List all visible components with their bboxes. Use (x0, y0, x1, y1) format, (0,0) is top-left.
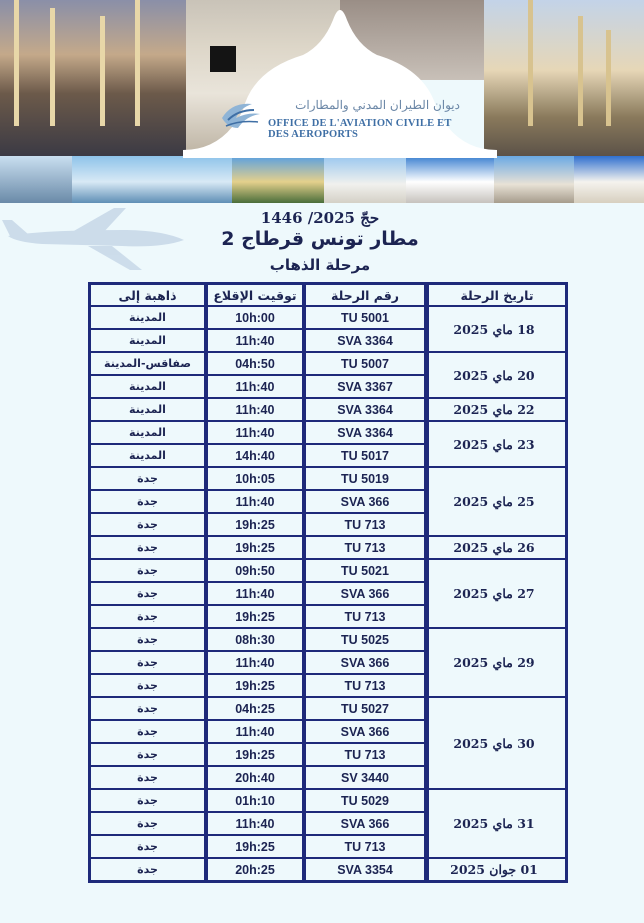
flight-date-cell: 25 ماي 2025 (425, 467, 566, 536)
departure-time-cell: 11h:40 (205, 375, 303, 398)
destination-cell: جدة (90, 490, 205, 513)
flight-number-cell: TU 5001 (303, 306, 425, 329)
flight-number-cell: SVA 3354 (303, 858, 425, 881)
departure-time-cell: 04h:50 (205, 352, 303, 375)
departure-time-cell: 20h:40 (205, 766, 303, 789)
table-row (90, 306, 566, 329)
destination-cell: جدة (90, 697, 205, 720)
flight-date-cell: 27 ماي 2025 (425, 559, 566, 628)
flight-date-cell: 20 ماي 2025 (425, 352, 566, 398)
destination-cell: جدة (90, 651, 205, 674)
destination-cell: جدة (90, 674, 205, 697)
table-row (90, 858, 566, 881)
table-row (90, 352, 566, 375)
flight-number-cell: SVA 3364 (303, 329, 425, 352)
flight-number-cell: SVA 366 (303, 582, 425, 605)
departure-time-cell: 19h:25 (205, 513, 303, 536)
table-row (90, 789, 566, 812)
destination-cell: صفاقس-المدينة (90, 352, 205, 375)
airport-photo-5 (406, 156, 494, 203)
flight-number-cell: TU 713 (303, 743, 425, 766)
airport-title: مطار تونس قرطاج 2 (221, 228, 419, 250)
departure-time-cell: 10h:00 (205, 306, 303, 329)
flight-number-cell: TU 713 (303, 835, 425, 858)
destination-cell: المدينة (90, 329, 205, 352)
destination-cell: جدة (90, 789, 205, 812)
destination-cell: جدة (90, 812, 205, 835)
flight-date-cell: 23 ماي 2025 (425, 421, 566, 467)
departure-time-cell: 11h:40 (205, 812, 303, 835)
departure-time-cell: 08h:30 (205, 628, 303, 651)
destination-cell: المدينة (90, 306, 205, 329)
flight-date-cell: 30 ماي 2025 (425, 697, 566, 789)
destination-cell: جدة (90, 835, 205, 858)
table-row (90, 467, 566, 490)
flight-number-cell: TU 5029 (303, 789, 425, 812)
destination-cell: المدينة (90, 398, 205, 421)
flight-number-cell: TU 5017 (303, 444, 425, 467)
departure-time-cell: 19h:25 (205, 536, 303, 559)
destination-cell: جدة (90, 536, 205, 559)
flight-number-cell: SVA 3367 (303, 375, 425, 398)
flight-number-cell: TU 5007 (303, 352, 425, 375)
destination-cell: المدينة (90, 444, 205, 467)
flight-number-cell: TU 5021 (303, 559, 425, 582)
departure-time-cell: 10h:05 (205, 467, 303, 490)
table-row (90, 536, 566, 559)
destination-cell: المدينة (90, 421, 205, 444)
departure-time-cell: 19h:25 (205, 605, 303, 628)
table-header-row (90, 284, 566, 306)
flight-number-cell: TU 5027 (303, 697, 425, 720)
table-row (90, 398, 566, 421)
flight-date-cell: 31 ماي 2025 (425, 789, 566, 858)
header-time: توقيت الإقلاع (205, 284, 303, 306)
flight-date-cell: 29 ماي 2025 (425, 628, 566, 697)
departure-time-cell: 14h:40 (205, 444, 303, 467)
departure-time-cell: 11h:40 (205, 329, 303, 352)
phase-title: مرحلة الذهاب (269, 256, 371, 274)
logo-arabic-text: ديوان الطيران المدني والمطارات (295, 98, 460, 112)
airport-photo-6 (494, 156, 574, 203)
airport-photo-2 (72, 156, 232, 203)
minaret (528, 0, 533, 126)
minaret (14, 0, 19, 126)
flight-date-cell: 22 ماي 2025 (425, 398, 566, 421)
flight-date-cell: 18 ماي 2025 (425, 306, 566, 352)
flight-number-cell: TU 713 (303, 536, 425, 559)
oaca-logo-icon (218, 98, 264, 134)
departure-time-cell: 11h:40 (205, 582, 303, 605)
departure-time-cell: 11h:40 (205, 421, 303, 444)
schedule-table (88, 282, 568, 883)
table-row (90, 421, 566, 444)
departure-time-cell: 11h:40 (205, 398, 303, 421)
flight-number-cell: SVA 366 (303, 720, 425, 743)
flight-number-cell: SVA 3364 (303, 398, 425, 421)
departure-time-cell: 19h:25 (205, 835, 303, 858)
logo-french-text: OFFICE DE L'AVIATION CIVILE ET DES AEROPORTS (268, 118, 452, 140)
destination-cell: جدة (90, 628, 205, 651)
flight-number-cell: SV 3440 (303, 766, 425, 789)
departure-time-cell: 11h:40 (205, 490, 303, 513)
header-banner (0, 0, 644, 203)
mosque-photo-right (484, 0, 644, 156)
flight-date-cell: 26 ماي 2025 (425, 536, 566, 559)
minaret (135, 0, 140, 126)
flight-number-cell: TU 5025 (303, 628, 425, 651)
flight-number-cell: TU 713 (303, 513, 425, 536)
mosque-photo-left (0, 0, 186, 156)
flight-number-cell: SVA 366 (303, 812, 425, 835)
airport-photo-3 (232, 156, 324, 203)
minaret (50, 8, 55, 126)
destination-cell: جدة (90, 743, 205, 766)
flight-number-cell: TU 713 (303, 674, 425, 697)
departure-time-cell: 19h:25 (205, 743, 303, 766)
departure-time-cell: 11h:40 (205, 651, 303, 674)
destination-cell: جدة (90, 559, 205, 582)
departure-time-cell: 04h:25 (205, 697, 303, 720)
minaret (606, 30, 611, 126)
header-date: تاريخ الرحلة (425, 284, 566, 306)
flight-date-cell: 01 جوان 2025 (425, 858, 566, 881)
minaret (578, 16, 583, 126)
flight-number-cell: SVA 366 (303, 490, 425, 513)
departure-time-cell: 01h:10 (205, 789, 303, 812)
flight-number-cell: TU 713 (303, 605, 425, 628)
airport-photo-1 (0, 156, 72, 203)
destination-cell: جدة (90, 605, 205, 628)
flight-number-cell: SVA 3364 (303, 421, 425, 444)
table-row (90, 697, 566, 720)
destination-cell: جدة (90, 720, 205, 743)
flight-number-cell: SVA 366 (303, 651, 425, 674)
table-row (90, 559, 566, 582)
destination-cell: جدة (90, 467, 205, 490)
flight-schedule-table (88, 282, 568, 883)
table-row (90, 628, 566, 651)
departure-time-cell: 20h:25 (205, 858, 303, 881)
destination-cell: جدة (90, 858, 205, 881)
departure-time-cell: 11h:40 (205, 720, 303, 743)
airport-photo-4 (324, 156, 406, 203)
destination-cell: جدة (90, 766, 205, 789)
header-destination: ذاهبة إلى (90, 284, 205, 306)
destination-cell: جدة (90, 513, 205, 536)
minaret (100, 16, 105, 126)
pilgrimage-season-title: حجّ 2025/ 1446 (260, 209, 380, 227)
destination-cell: جدة (90, 582, 205, 605)
flight-number-cell: TU 5019 (303, 467, 425, 490)
departure-time-cell: 09h:50 (205, 559, 303, 582)
table-body (90, 306, 566, 881)
destination-cell: المدينة (90, 375, 205, 398)
departure-time-cell: 19h:25 (205, 674, 303, 697)
airport-photo-7 (574, 156, 644, 203)
header-flight: رقم الرحلة (303, 284, 425, 306)
